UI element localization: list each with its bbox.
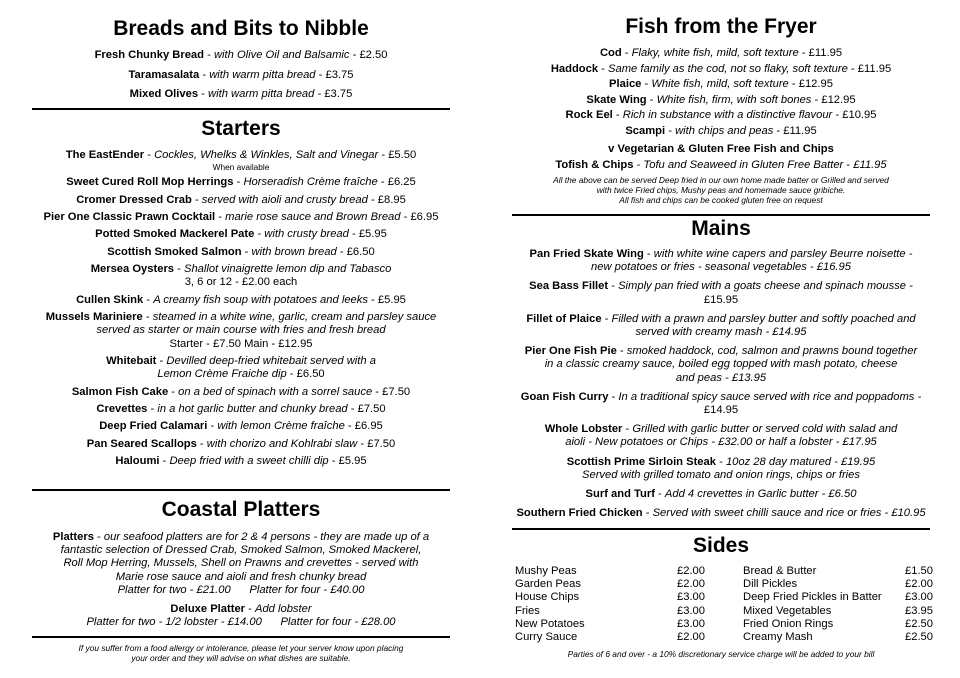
side-item: Curry Sauce £2.00	[515, 630, 705, 643]
mains-title: Mains	[691, 217, 751, 240]
platter-desc-line: Roll Mop Herring, Mussels, Shell on Prawns and crevettes - served with	[63, 557, 419, 570]
menu-item: Cromer Dressed Crab - served with aioli and crusty bread - £8.95	[76, 193, 406, 206]
side-item: Mixed Vegetables £3.95	[743, 604, 933, 617]
breads-list	[32, 49, 450, 108]
menu-item: Mersea Oysters - Shallot vinaigrette lemon dip and Tabasco	[90, 263, 392, 276]
menu-item: Sea Bass Fillet - Simply pan fried with a goats cheese and spinach mousse - £15.95	[529, 280, 913, 306]
service-charge-note: Parties of 6 and over - a 10% discretionary service charge will be added to your bill	[567, 649, 875, 659]
platter-desc-line: Marie rose sauce and aioli and fresh chunky bread	[115, 570, 367, 583]
menu-item: Southern Fried Chicken - Served with sweet chilli sauce and rice or fries - £10.95	[516, 507, 926, 520]
menu-item: Whitebait - Devilled deep-fried whitebait served with a	[106, 354, 376, 367]
breads-title: Breads and Bits to Nibble	[113, 17, 369, 40]
fish-title: Fish from the Fryer	[625, 15, 817, 38]
sides-column-2	[743, 565, 933, 644]
item-price-line: 3, 6 or 12 - £2.00 each	[184, 276, 298, 289]
platters-block	[32, 531, 450, 629]
allergy-note	[32, 643, 450, 663]
side-item: House Chips £3.00	[515, 591, 705, 604]
sides-title: Sides	[692, 534, 750, 557]
item-desc-line: served as starter or main course with fries and fresh bread	[96, 324, 386, 337]
side-item: Bread & Butter £1.50	[743, 565, 933, 577]
side-item: Creamy Mash £2.50	[743, 630, 933, 643]
menu-item: Fillet of Plaice - Filled with a prawn and parsley butter and softly poached and served with creamy mash - £14.95	[526, 312, 916, 339]
menu-item: Rock Eel - Rich in substance with a distinctive flavour - £10.95	[565, 109, 877, 122]
item-desc-line: Lemon Crème Fraiche dip - £6.50	[157, 368, 325, 381]
side-item: Deep Fried Pickles in Batter £3.00	[743, 591, 933, 604]
divider	[512, 528, 930, 530]
deluxe-prices: Platter for two - 1/2 lobster - £14.00 Platter for four - £28.00	[86, 616, 396, 629]
menu-item: Goan Fish Curry - In a traditional spicy sauce served with rice and poppadoms - £14.95	[520, 390, 922, 417]
menu-item: Pan Fried Skate Wing - with white wine capers and parsley Beurre noisette - new potatoes or fries - seasonal vegetables - £16.95	[529, 248, 913, 274]
deluxe-platter: Deluxe Platter - Add lobster	[170, 603, 312, 616]
menu-item: Whole Lobster - Grilled with garlic butter or served cold with salad and aioli - New potatoes or Chips - £32.00 or half a lobster - £17.95	[544, 423, 898, 449]
menu-item: Deep Fried Calamari - with lemon Crème fraîche - £6.95	[99, 420, 383, 433]
platter-prices: Platter for two - £21.00 Platter for four - £40.00	[117, 583, 365, 596]
menu-item: Mixed Olives - with warm pitta bread - £3.75	[129, 88, 353, 100]
menu-item: Fresh Chunky Bread - with Olive Oil and Balsamic - £2.50	[94, 49, 388, 61]
fish-note: with twice Fried chips, Mushy peas and homemade sauce gribiche.	[596, 184, 846, 195]
fish-list	[512, 47, 930, 205]
menu-item: Tofish & Chips - Tofu and Seaweed in Gluten Free Batter - £11.95	[555, 158, 887, 171]
menu-item: Crevettes - in a hot garlic butter and chunky bread - £7.50	[96, 402, 386, 415]
menu-item: Cullen Skink - A creamy fish soup with potatoes and leeks - £5.95	[76, 293, 406, 306]
starters-title: Starters	[201, 117, 281, 140]
allergy-note-line: If you suffer from a food allergy or intolerance, please let your server know upon placing	[78, 643, 404, 653]
divider	[32, 108, 450, 110]
side-item: Fried Onion Rings £2.50	[743, 617, 933, 630]
fish-note: All fish and chips can be cooked gluten free on request	[619, 194, 823, 205]
menu-item: Scottish Prime Sirloin Steak - 10oz 28 day matured - £19.95 Served with grilled tomato and onion rings, chips or fries	[566, 455, 876, 481]
menu-item: Pan Seared Scallops - with chorizo and Kohlrabi slaw - £7.50	[86, 437, 396, 450]
starters-list	[32, 149, 450, 468]
menu-item: Cod - Flaky, white fish, mild, soft texture - £11.95	[599, 47, 843, 59]
menu-item: Scottish Smoked Salmon - with brown bread - £6.50	[107, 245, 375, 258]
side-item: Dill Pickles £2.00	[743, 578, 933, 591]
menu-item: Haloumi - Deep fried with a sweet chilli dip - £5.95	[115, 455, 367, 468]
sides-column-1	[515, 565, 705, 644]
menu-item: The EastEnder - Cockles, Whelks & Winkles, Salt and Vinegar - £5.50	[65, 149, 417, 161]
item-price-line: Starter - £7.50 Main - £12.95	[169, 337, 313, 350]
menu-item: Taramasalata - with warm pitta bread - £3.75	[128, 68, 354, 81]
menu-item: Pier One Fish Pie - smoked haddock, cod, salmon and prawns bound together in a classic creamy sauce, boiled egg topped with mash potato, cheese and peas - £13.95	[524, 345, 918, 384]
veg-heading: v Vegetarian & Gluten Free Fish and Chips	[608, 143, 834, 156]
side-item: Garden Peas £2.00	[515, 578, 705, 591]
side-item: Fries £3.00	[515, 604, 705, 617]
divider	[32, 489, 450, 491]
menu-item: Plaice - White fish, mild, soft texture - £12.95	[609, 78, 833, 91]
allergy-note-line: your order and they will advise on what dishes are suitable.	[131, 653, 351, 663]
menu-item: Skate Wing - White fish, firm, with soft bones - £12.95	[586, 93, 856, 106]
menu-item: Mussels Mariniere - steamed in a white wine, garlic, cream and parsley sauce	[45, 311, 437, 324]
fish-note: All the above can be served Deep fried in our own home made batter or Grilled and served	[553, 174, 889, 185]
menu-item: Sweet Cured Roll Mop Herrings - Horseradish Crème fraîche - £6.25	[66, 176, 416, 189]
menu-item: Pier One Classic Prawn Cocktail - marie rose sauce and Brown Bread - £6.95	[43, 210, 439, 223]
menu-item: Haddock - Same family as the cod, not so flaky, soft texture - £11.95	[550, 62, 892, 75]
platter-desc-line: fantastic selection of Dressed Crab, Smoked Salmon, Smoked Mackerel,	[60, 544, 422, 557]
side-item: New Potatoes £3.00	[515, 617, 705, 630]
platter-desc: Platters - our seafood platters are for 2 & 4 persons - they are made up of a	[52, 531, 430, 543]
divider	[32, 636, 450, 638]
platters-title: Coastal Platters	[161, 498, 321, 521]
menu-item: Scampi - with chips and peas - £11.95	[625, 124, 817, 137]
mains-list	[512, 248, 930, 520]
menu-item: Potted Smoked Mackerel Pate - with crusty bread - £5.95	[95, 228, 387, 241]
item-note: When available	[212, 162, 270, 173]
menu-item: Surf and Turf - Add 4 crevettes in Garlic butter - £6.50	[585, 488, 857, 501]
side-item: Mushy Peas £2.00	[515, 565, 705, 577]
menu-item: Salmon Fish Cake - on a bed of spinach with a sorrel sauce - £7.50	[71, 385, 411, 398]
